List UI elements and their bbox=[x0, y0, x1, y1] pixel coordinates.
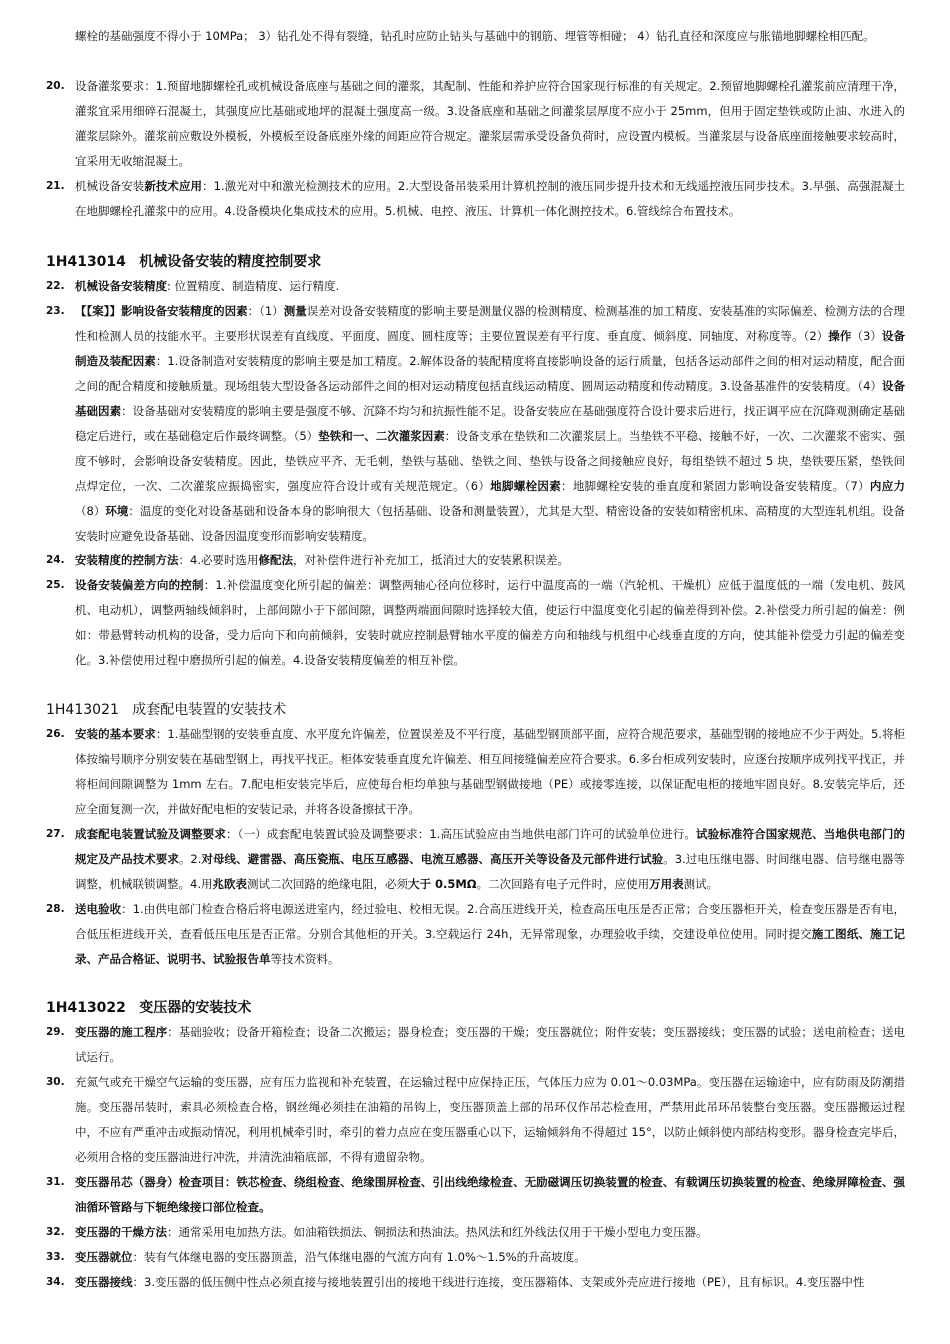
item-number: 23. bbox=[46, 305, 65, 317]
section-heading-1H413021 bbox=[46, 700, 286, 720]
item-number: 31. bbox=[46, 1176, 65, 1188]
heading-title: 成套配电装置的安装技术 bbox=[132, 702, 287, 718]
paragraph-32: 变压器的干燥方法：通常采用电加热方法。如油箱铁损法、铜损法和热油法。热风法和红外线法仅用于干燥小型电力变压器。 bbox=[75, 1225, 708, 1239]
paragraph-28: 送电验收：1.由供电部门检查合格后将电源送进室内，经过验电、校相无误。2.合高压进线开关，检查高压电压是否正常；合变压器柜开关，检查变压器是否有电，合低压柜进线开关，查看低压电压是否正常。分别合其他柜的开关。3.空载运行 24h，无异常现象，办理验收手续，交建设单位使用。同时提交施工图纸、施工记录、产品合格证、说明书、试验报告单等技术资料。 bbox=[75, 902, 906, 966]
item-number: 32. bbox=[46, 1226, 65, 1238]
item-number: 30. bbox=[46, 1076, 65, 1088]
item-number: 25. bbox=[46, 579, 65, 591]
item-number: 20. bbox=[46, 80, 65, 92]
heading-code: 1H413022 bbox=[46, 1000, 126, 1016]
paragraph-20: 设备灌浆要求：1.预留地脚螺栓孔或机械设备底座与基础之间的灌浆，其配制、性能和养护应符合国家现行标准的有关规定。2.预留地脚螺栓孔灌浆前应清理干净，灌浆宜采用细碎石混凝土，其强度应比基础或地坪的混凝土强度高一级。3.设备底座和基础之间灌浆层厚度不应小于 25mm，但用于固定垫铁或防止油、水进入的灌浆层除外。灌浆前应敷设外模板，外模板至设备底座外缘的间距应符合规定。灌浆层需承受设备负荷时，应设置内模板。当灌浆层与设备底座面接触要求较高时，宜采用无收缩混凝土。 bbox=[75, 79, 905, 168]
paragraph-26: 安装的基本要求：1.基础型钢的安装垂直度、水平度允许偏差，位置误差及不平行度，基础型钢顶部平面，应符合规范要求，基础型钢的接地应不少于两处。5.将柜体按编号顺序分别安装在基础型钢上，再找平找正。柜体安装垂直度允许偏差、相互间接缝偏差应符合要求。6.多台柜成列安装时，应逐台按顺序成列找平找正，并将柜间间隙调整为 1mm 左右。7.配电柜安装完毕后，应使每台柜均单独与基础型钢做接地（PE）或接零连接，以保证配电柜的接地牢固良好。8.安装完毕后，还应全面复测一次，并做好配电柜的安装记录，并将各设备擦拭干净。 bbox=[75, 727, 906, 816]
item-number: 27. bbox=[46, 828, 65, 840]
paragraph-continuation: 螺栓的基础强度不得小于 10MPa； 3）钻孔处不得有裂缝，钻孔时应防止钻头与基础中的钢筋、埋管等相碰； 4）钻孔直径和深度应与胀锚地脚螺栓相匹配。 bbox=[75, 29, 875, 43]
paragraph-27: 成套配电装置试验及调整要求：（一）成套配电装置试验及调整要求：1.高压试验应由当地供电部门许可的试验单位进行。试验标准符合国家规范、当地供电部门的规定及产品技术要求。2.对母线、避雷器、高压瓷瓶、电压互感器、电流互感器、高压开关等设备及元部件进行试验。3.过电压继电器、时间继电器、信号继电器等调整，机械联锁调整。4.用兆欧表测试二次回路的绝缘电阻，必须大于 0.5MΩ。二次回路有电子元件时，应使用万用表测试。 bbox=[75, 827, 905, 891]
item-number: 22. bbox=[46, 280, 65, 292]
paragraph-21: 机械设备安装新技术应用：1.激光对中和激光检测技术的应用。2.大型设备吊装采用计算机控制的液压同步提升技术和无线遥控液压同步技术。3.早强、高强混凝土在地脚螺栓孔灌浆中的应用。4.设备模块化集成技术的应用。5.机械、电控、液压、计算机一体化测控技术。6.管线综合布置技术。 bbox=[75, 179, 906, 218]
heading-code: 1H413014 bbox=[46, 254, 126, 270]
item-number: 24. bbox=[46, 554, 65, 566]
paragraph-25: 设备安装偏差方向的控制：1.补偿温度变化所引起的偏差：调整两轴心径向位移时，运行中温度高的一端（汽轮机、干燥机）应低于温度低的一端（发电机、鼓风机、电动机），调整两轴线倾斜时，上部间隙小于下部间隙，调整两端面间隙时选择较大值，使运行中温度变化引起的偏差得到补偿。2.补偿受力所引起的偏差：例如：带悬臂转动机构的设备，受力后向下和向前倾斜，安装时就应控制悬臂轴水平度的偏差方向和轴线与机组中心线垂直度的方向，使其能补偿受力引起的偏差变化。3.补偿使用过程中磨损所引起的偏差。4.设备安装精度偏差的相互补偿。 bbox=[75, 578, 906, 667]
section-heading-1H413022 bbox=[46, 998, 251, 1018]
item-number: 21. bbox=[46, 180, 65, 192]
heading-title: 变压器的安装技术 bbox=[139, 1000, 252, 1016]
item-number: 34. bbox=[46, 1276, 65, 1288]
item-number: 28. bbox=[46, 903, 65, 915]
paragraph-34: 变压器接线：3.变压器的低压侧中性点必须直接与接地装置引出的接地干线进行连接，变压器箱体、支架或外壳应进行接地（PE），且有标识。4.变压器中性 bbox=[75, 1275, 865, 1289]
paragraph-22: 机械设备安装精度: 位置精度、制造精度、运行精度. bbox=[75, 279, 340, 293]
paragraph-30: 充氮气或充干燥空气运输的变压器，应有压力监视和补充装置，在运输过程中应保持正压，气体压力应为 0.01～0.03MPa。变压器在运输途中，应有防雨及防潮措施。变压器吊装时，索具必须检查合格，钢丝绳必须挂在油箱的吊钩上，变压器顶盖上部的吊环仅作吊芯检查用，严禁用此吊环吊装整台变压器。变压器搬运过程中，不应有严重冲击或振动情况，利用机械牵引时，牵引的着力点应在变压器重心以下，运输倾斜角不得超过 15°，以防止倾斜使内部结构变形。器身检查完毕后，必须用合格的变压器油进行冲洗，并清洗油箱底部，不得有遗留杂物。 bbox=[75, 1075, 905, 1164]
heading-title: 机械设备安装的精度控制要求 bbox=[139, 254, 322, 270]
item-number: 33. bbox=[46, 1251, 65, 1263]
paragraph-33: 变压器就位：装有气体继电器的变压器顶盖，沿气体继电器的气流方向有 1.0%～1.5%的升高坡度。 bbox=[75, 1250, 586, 1264]
paragraph-31: 变压器吊芯（器身）检查项目：铁芯检查、绕组检查、绝缘围屏检查、引出线绝缘检查、无励磁调压切换装置的检查、有载调压切换装置的检查、绝缘屏障检查、强油循环管路与下轭绝缘接口部位检查。 bbox=[75, 1175, 905, 1214]
paragraph-23: 【【案】】影响设备安装精度的因素：（1）测量误差对设备安装精度的影响主要是测量仪器的检测精度、检测基准的加工精度、安装基准的实际偏差、检测方法的合理性和检测人员的技能水平。主要形状误差有直线度、平面度、圆度、圆柱度等；主要位置误差有平行度、垂直度、倾斜度、同轴度、对称度等。（2）操作（3）设备制造及装配因素：1.设备制造对安装精度的影响主要是加工精度。2.解体设备的装配精度将直接影响设备的运行质量，包括各运动部件之间的相对运动精度，配合面之间的配合精度和接触质量。现场组装大型设备各运动部件之间的相对运动精度包括直线运动精度、圆周运动精度和传动精度。3.设备基准件的安装精度。（4）设备基础因素：设备基础对安装精度的影响主要是强度不够、沉降不均匀和抗振性能不足。设备安装应在基础强度符合设计要求后进行，找正调平应在沉降观测确定基础稳定后进行，或在基础稳定后作最终调整。（5）垫铁和一、二次灌浆因素：设备支承在垫铁和二次灌浆层上。当垫铁不平稳、接触不好，一次、二次灌浆不密实、强度不够时，会影响设备安装精度。因此，垫铁应平齐、无毛刺，垫铁与基础、垫铁之间、垫铁与设备之间接触应良好，每组垫铁不超过 5 块，垫铁要压紧，垫铁间点焊定位，一次、二次灌浆应振捣密实，强度应符合设计或有关规范规定。（6）地脚螺栓因素：地脚螺栓安装的垂直度和紧固力影响设备安装精度。（7）内应力（8）环境：温度的变化对设备基础和设备本身的影响很大（包括基础、设备和测量装置），尤其是大型、精密设备的安装如精密机床、高精度的大型连轧机组。设备安装时应避免设备基础、设备因温度变形而影响安装精度。 bbox=[75, 304, 906, 543]
section-heading-1H413014 bbox=[46, 252, 321, 272]
item-number: 26. bbox=[46, 728, 65, 740]
paragraph-29: 变压器的施工程序：基础验收；设备开箱检查；设备二次搬运；器身检查；变压器的干燥；变压器就位；附件安装；变压器接线；变压器的试验；送电前检查；送电试运行。 bbox=[75, 1025, 906, 1064]
item-number: 29. bbox=[46, 1026, 65, 1038]
heading-code: 1H413021 bbox=[46, 702, 119, 718]
paragraph-24: 安装精度的控制方法：4.必要时选用修配法，对补偿件进行补充加工，抵消过大的安装累积误差。 bbox=[75, 553, 569, 567]
